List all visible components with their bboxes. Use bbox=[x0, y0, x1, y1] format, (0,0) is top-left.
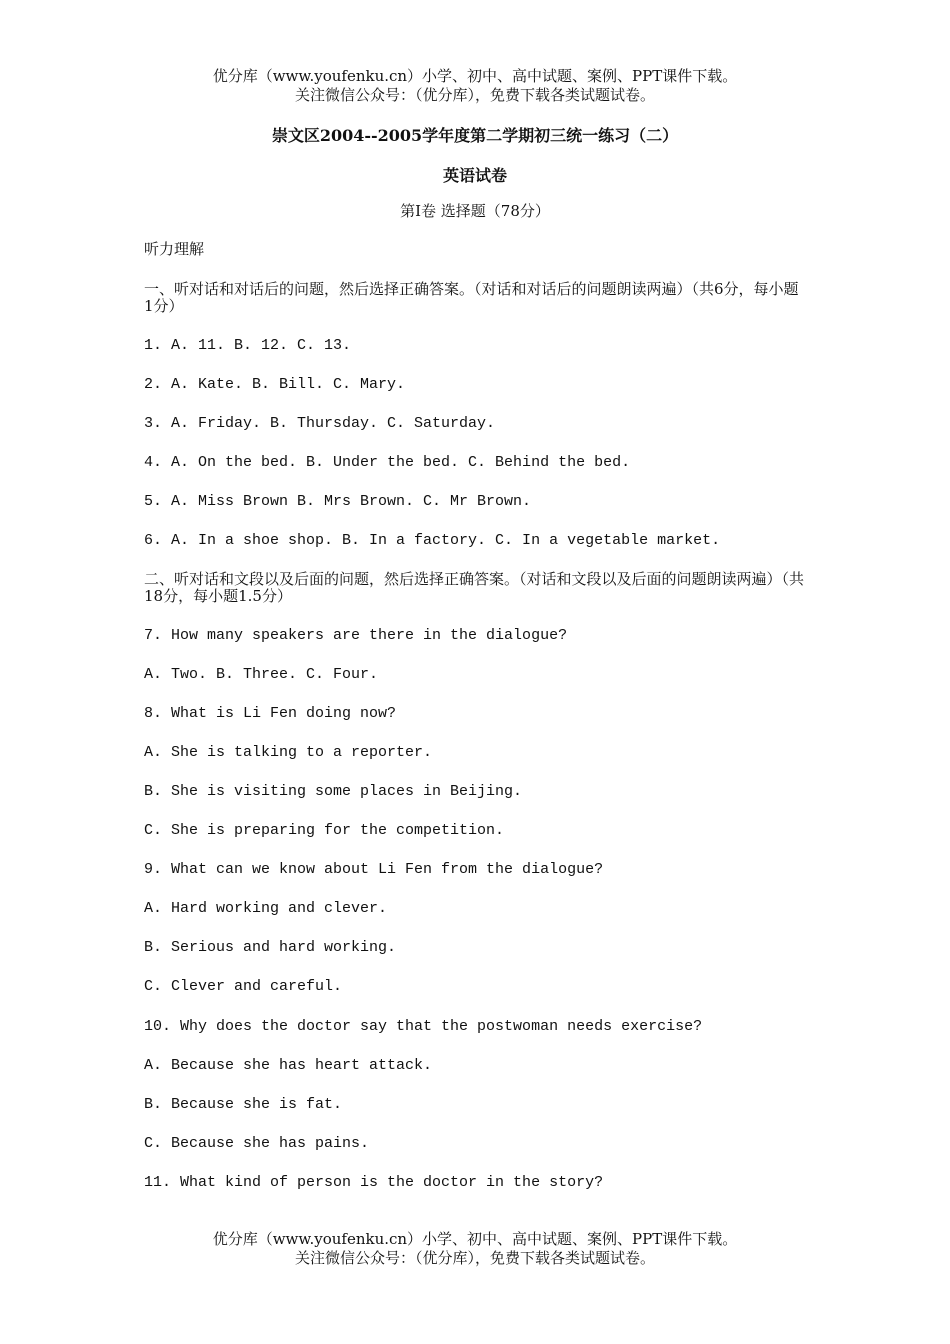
question-line: 11. What kind of person is the doctor in the story? bbox=[144, 1174, 604, 1191]
question-item: 6. A. In a shoe shop. B. In a factory. C. In a vegetable market. bbox=[144, 532, 721, 549]
question-item: 5. A. Miss Brown B. Mrs Brown. C. Mr Brown. bbox=[144, 493, 532, 510]
answer-option: C. She is preparing for the competition. bbox=[144, 822, 505, 839]
page-footer-line2: 关注微信公众号：（优分库），免费下载各类试题试卷。 bbox=[294, 1249, 655, 1267]
answer-option: C. Because she has pains. bbox=[144, 1135, 370, 1152]
answer-option: B. Serious and hard working. bbox=[144, 939, 397, 956]
question-item: 3. A. Friday. B. Thursday. C. Saturday. bbox=[144, 415, 496, 432]
part2-instruction: 二、听对话和文段以及后面的问题，然后选择正确答案。（对话和文段以及后面的问题朗读两遍）（共18分，每小题1.5分） bbox=[144, 570, 805, 605]
answer-option: A. Because she has heart attack. bbox=[144, 1057, 433, 1074]
answer-option: B. She is visiting some places in Beijing. bbox=[144, 783, 523, 800]
answer-option: C. Clever and careful. bbox=[144, 978, 343, 995]
question-line: 8. What is Li Fen doing now? bbox=[144, 705, 397, 722]
answer-option: A. Two. B. Three. C. Four. bbox=[144, 666, 379, 683]
page-footer-line1: 优分库（www.youfenku.cn）小学、初中、高中试题、案例、PPT课件下载。 bbox=[212, 1230, 738, 1248]
answer-option: A. Hard working and clever. bbox=[144, 900, 388, 917]
section-listening: 听力理解 bbox=[144, 240, 205, 258]
page-header-line2: 关注微信公众号：（优分库），免费下载各类试题试卷。 bbox=[294, 86, 655, 104]
question-item: 1. A. 11. B. 12. C. 13. bbox=[144, 337, 352, 354]
question-item: 2. A. Kate. B. Bill. C. Mary. bbox=[144, 376, 406, 393]
question-line: 10. Why does the doctor say that the postwoman needs exercise? bbox=[144, 1018, 703, 1035]
page-header-line1: 优分库（www.youfenku.cn）小学、初中、高中试题、案例、PPT课件下载。 bbox=[212, 67, 738, 85]
answer-option: A. She is talking to a reporter. bbox=[144, 744, 433, 761]
exam-subject: 英语试卷 bbox=[442, 166, 507, 185]
question-line: 9. What can we know about Li Fen from the dialogue? bbox=[144, 861, 604, 878]
exam-title: 崇文区2004--2005学年度第二学期初三统一练习（二） bbox=[271, 126, 679, 145]
answer-option: B. Because she is fat. bbox=[144, 1096, 343, 1113]
question-line: 7. How many speakers are there in the dialogue? bbox=[144, 627, 568, 644]
exam-volume: 第Ⅰ卷 选择题（78分） bbox=[400, 202, 550, 220]
part1-instruction: 一、听对话和对话后的问题，然后选择正确答案。（对话和对话后的问题朗读两遍）（共6分，每小题1分） bbox=[144, 280, 799, 315]
question-item: 4. A. On the bed. B. Under the bed. C. Behind the bed. bbox=[144, 454, 631, 471]
